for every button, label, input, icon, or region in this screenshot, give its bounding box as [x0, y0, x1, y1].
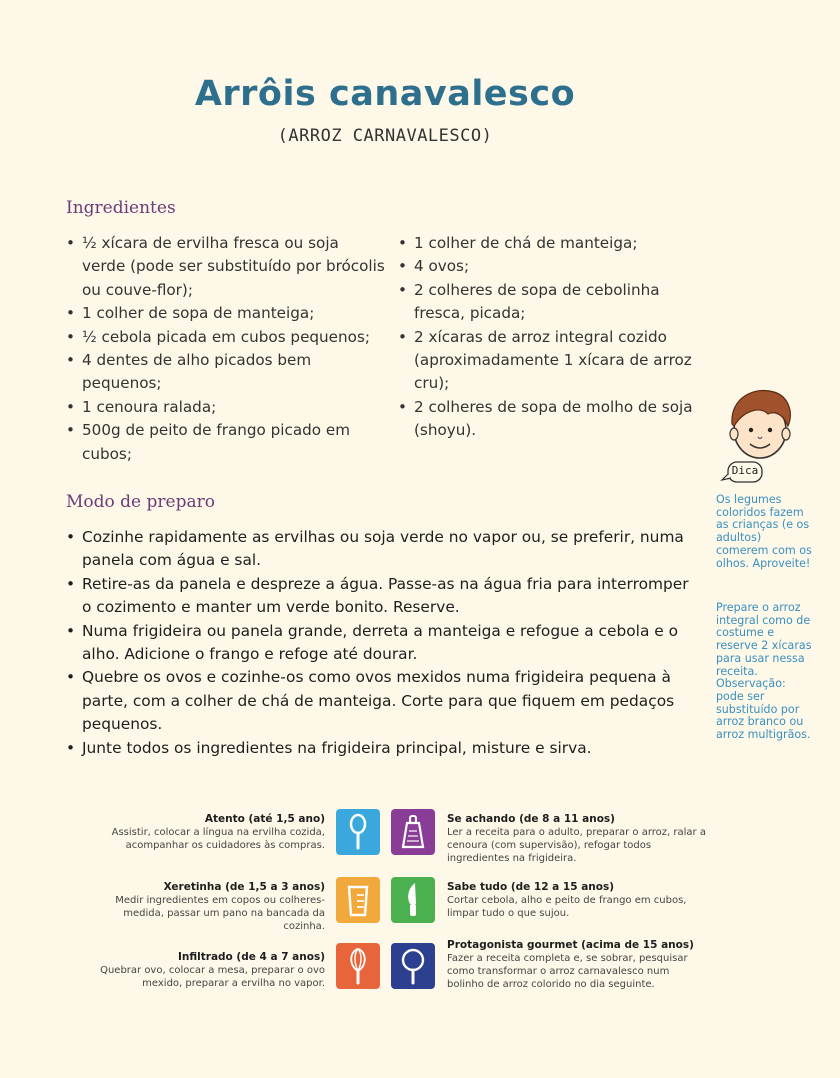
age-item-protagonista	[447, 938, 707, 991]
ingredient-item: • 1 cenoura ralada;	[66, 396, 386, 419]
method-step: • Cozinhe rapidamente as ervilhas ou soja verde no vapor ou, se preferir, numa panela com água e sal.	[66, 526, 696, 573]
age-description: Ler a receita para o adulto, preparar o arroz, ralar a cenoura (com supervisão), refogar todos ingredientes na frigideira.	[447, 827, 706, 864]
measuring-cup-icon	[336, 877, 380, 923]
ingredients-list-right	[398, 232, 698, 443]
pan-icon	[391, 943, 435, 989]
knife-icon	[391, 877, 435, 923]
ingredients-heading: Ingredientes	[66, 198, 176, 218]
ingredient-item: • ½ xícara de ervilha fresca ou soja verde (pode ser substituído por brócolis ou couve-flor);	[66, 232, 386, 302]
tip-text-1: Os legumes coloridos fazem as crianças (e os adultos) comerem com os olhos. Aproveite!	[716, 493, 812, 570]
method-step: • Numa frigideira ou panela grande, derreta a manteiga e refogue a cebola e o alho. Adicione o frango e refoge até dourar.	[66, 620, 696, 667]
method-step: • Retire-as da panela e despreze a água. Passe-as na água fria para interromper o cozimento e manter um verde bonito. Reserve.	[66, 573, 696, 620]
age-description: Medir ingredientes em copos ou colheres-medida, passar um pano na bancada da cozinha.	[115, 895, 325, 932]
age-title: Atento (até 1,5 ano)	[204, 813, 325, 825]
ingredient-item: • 2 colheres de sopa de molho de soja (shoyu).	[398, 396, 698, 443]
age-description: Assistir, colocar a língua na ervilha cozida, acompanhar os cuidadores às compras.	[111, 827, 325, 851]
age-tile-se-achando	[391, 809, 435, 855]
age-item-atento	[100, 812, 325, 852]
age-item-sabe-tudo	[447, 880, 707, 920]
method-heading: Modo de preparo	[66, 492, 215, 512]
ingredient-item: • ½ cebola picada em cubos pequenos;	[66, 326, 386, 349]
ingredient-item: • 1 colher de chá de manteiga;	[398, 232, 698, 255]
method-step: • Junte todos os ingredientes na frigideira principal, misture e sirva.	[66, 737, 696, 760]
method-steps-list	[66, 526, 696, 760]
whisk-icon	[336, 943, 380, 989]
age-tile-sabe-tudo	[391, 877, 435, 923]
age-description: Fazer a receita completa e, se sobrar, pesquisar como transformar o arroz carnavalesco num bolinho de arroz colorido no dia seguinte.	[447, 953, 688, 990]
age-description: Quebrar ovo, colocar a mesa, preparar o ovo mexido, preparar a ervilha no vapor.	[100, 965, 325, 989]
tip-text-2: Prepare o arroz integral como de costume e reserve 2 xícaras para usar nessa receita. Observação: pode ser substituído por arroz branco ou arroz multigrãos.	[716, 601, 812, 742]
age-item-xeretinha	[100, 880, 325, 933]
method-step: • Quebre os ovos e cozinhe-os como ovos mexidos numa frigideira pequena à parte, com a colher de chá de manteiga. Corte para que fiquem em pedaços pequenos.	[66, 666, 696, 736]
ingredient-item: • 2 xícaras de arroz integral cozido (aproximadamente 1 xícara de arroz cru);	[398, 326, 698, 396]
ingredient-item: • 1 colher de sopa de manteiga;	[66, 302, 386, 325]
tip-mascot	[714, 380, 814, 494]
age-title: Sabe tudo (de 12 a 15 anos)	[447, 881, 615, 893]
ingredient-item: • 2 colheres de sopa de cebolinha fresca, picada;	[398, 279, 698, 326]
recipe-subtitle: (ARROZ CARNAVALESCO)	[277, 126, 493, 146]
age-tile-xeretinha	[336, 877, 380, 923]
age-description: Cortar cebola, alho e peito de frango em cubos, limpar tudo o que sujou.	[447, 895, 687, 919]
recipe-title: Arrôis canavalesco	[194, 74, 576, 114]
age-tile-infiltrado	[336, 943, 380, 989]
age-title: Infiltrado (de 4 a 7 anos)	[177, 951, 325, 963]
ingredients-list-left	[66, 232, 386, 466]
age-title: Protagonista gourmet (acima de 15 anos)	[447, 939, 694, 951]
ingredient-item: • 4 ovos;	[398, 255, 698, 278]
ingredient-item: • 500g de peito de frango picado em cubos;	[66, 419, 386, 466]
ingredient-item: • 4 dentes de alho picados bem pequenos;	[66, 349, 386, 396]
grater-icon	[391, 809, 435, 855]
age-tile-atento	[336, 809, 380, 855]
age-item-se-achando	[447, 812, 707, 865]
tip-badge: Dica	[731, 464, 759, 477]
age-title: Se achando (de 8 a 11 anos)	[447, 813, 615, 825]
age-item-infiltrado	[100, 950, 325, 990]
age-tile-protagonista	[391, 943, 435, 989]
spoon-icon	[336, 809, 380, 855]
age-title: Xeretinha (de 1,5 a 3 anos)	[163, 881, 325, 893]
